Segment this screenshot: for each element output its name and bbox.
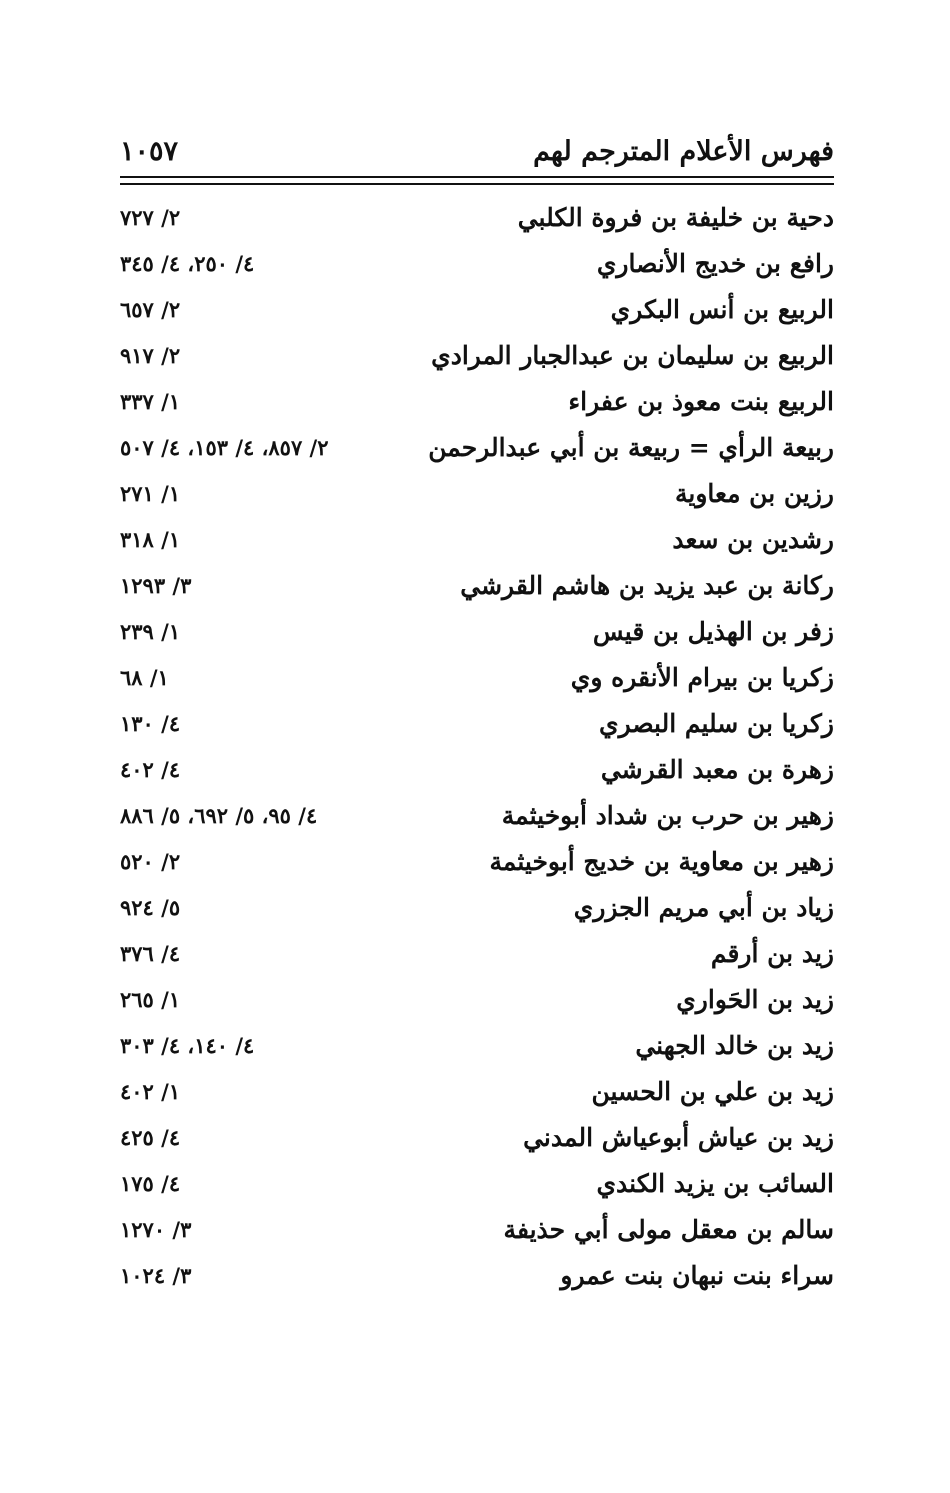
index-entry <box>120 747 834 793</box>
entry-reference: ١/ ٢٦٥ <box>120 987 181 1012</box>
entry-reference: ٥/ ٩٢٤ <box>120 895 181 920</box>
entry-name: الربيع بنت معوذ بن عفراء <box>568 387 834 416</box>
index-entry <box>120 1069 834 1115</box>
entry-name: رشدين بن سعد <box>672 525 834 554</box>
entry-name: رافع بن خديج الأنصاري <box>596 249 834 278</box>
entry-reference: ٤/ ٤٠٢ <box>120 757 181 782</box>
entry-reference: ٤/ ١٣٠ <box>120 711 181 736</box>
index-entry <box>120 793 834 839</box>
index-entry <box>120 1023 834 1069</box>
index-entry <box>120 471 834 517</box>
index-entry <box>120 1161 834 1207</box>
entry-reference: ١/ ٣١٨ <box>120 527 181 552</box>
entry-name: زيد بن الحَواري <box>676 985 834 1014</box>
index-entry <box>120 287 834 333</box>
index-entry <box>120 1115 834 1161</box>
entry-reference: ٢/ ٥٢٠ <box>120 849 181 874</box>
index-entry <box>120 1207 834 1253</box>
entry-name: سراء بنت نبهان بنت عمرو <box>560 1261 834 1290</box>
entry-reference: ١/ ٤٠٢ <box>120 1079 181 1104</box>
index-entry <box>120 425 834 471</box>
entry-name: زهير بن معاوية بن خديج أبوخيثمة <box>489 847 834 876</box>
entry-reference: ٤/ ١٤٠، ٤/ ٣٠٣ <box>120 1033 255 1058</box>
entry-name: رزين بن معاوية <box>674 479 834 508</box>
entry-name: ربيعة الرأي = ربيعة بن أبي عبدالرحمن <box>428 433 834 462</box>
entry-reference: ٣/ ١٠٢٤ <box>120 1263 192 1288</box>
entry-name: زيد بن عياش أبوعياش المدني <box>523 1123 834 1152</box>
entry-name: الربيع بن سليمان بن عبدالجبار المرادي <box>431 341 834 370</box>
entry-reference: ٣/ ١٢٧٠ <box>120 1217 192 1242</box>
header-rule-thick <box>120 176 834 178</box>
entry-name: زيد بن أرقم <box>710 939 834 968</box>
entry-reference: ٤/ ٤٢٥ <box>120 1125 181 1150</box>
entry-reference: ٣/ ١٢٩٣ <box>120 573 192 598</box>
entry-reference: ١/ ٦٨ <box>120 665 169 690</box>
page-number: ١٠٥٧ <box>120 136 179 167</box>
entry-reference: ١/ ٢٣٩ <box>120 619 181 644</box>
running-title: فهرس الأعلام المترجم لهم <box>533 136 834 167</box>
entry-reference: ١/ ٢٧١ <box>120 481 181 506</box>
index-entry <box>120 977 834 1023</box>
index-entry <box>120 609 834 655</box>
entry-reference: ١/ ٣٣٧ <box>120 389 181 414</box>
entry-reference: ٤/ ٢٥٠، ٤/ ٣٤٥ <box>120 251 255 276</box>
header-rule-thin <box>120 183 834 185</box>
index-entry <box>120 333 834 379</box>
entry-name: سالم بن معقل مولى أبي حذيفة <box>503 1215 834 1244</box>
index-entry <box>120 839 834 885</box>
entry-reference: ٢/ ٦٥٧ <box>120 297 181 322</box>
entry-name: دحية بن خليفة بن فروة الكلبي <box>517 203 834 232</box>
index-entry <box>120 195 834 241</box>
entry-name: ركانة بن عبد يزيد بن هاشم القرشي <box>460 571 834 600</box>
index-entry <box>120 701 834 747</box>
entry-name: السائب بن يزيد الكندي <box>596 1169 834 1198</box>
entry-name: زفر بن الهذيل بن قيس <box>592 617 834 646</box>
index-entry <box>120 379 834 425</box>
entry-reference: ٢/ ٩١٧ <box>120 343 181 368</box>
index-entry <box>120 517 834 563</box>
entry-name: زياد بن أبي مريم الجزري <box>573 893 834 922</box>
index-entry <box>120 1253 834 1299</box>
entry-name: زكريا بن بيرام الأنقره وي <box>570 663 834 692</box>
entry-name: الربيع بن أنس البكري <box>610 295 834 324</box>
index-entry <box>120 655 834 701</box>
entry-reference: ٢/ ٨٥٧، ٤/ ١٥٣، ٤/ ٥٠٧ <box>120 435 329 460</box>
entry-reference: ٢/ ٧٢٧ <box>120 205 181 230</box>
page-header <box>120 132 834 172</box>
index-entry <box>120 241 834 287</box>
entry-reference: ٤/ ٩٥، ٥/ ٦٩٢، ٥/ ٨٨٦ <box>120 803 318 828</box>
entry-reference: ٤/ ٣٧٦ <box>120 941 181 966</box>
index-entry <box>120 931 834 977</box>
index-entry <box>120 885 834 931</box>
entry-name: زكريا بن سليم البصري <box>599 709 834 738</box>
entry-reference: ٤/ ١٧٥ <box>120 1171 181 1196</box>
entry-name: زيد بن خالد الجهني <box>635 1031 834 1060</box>
index-entry <box>120 563 834 609</box>
entry-name: زيد بن علي بن الحسين <box>591 1077 834 1106</box>
index-entries <box>120 195 834 1299</box>
entry-name: زهير بن حرب بن شداد أبوخيثمة <box>501 801 834 830</box>
entry-name: زهرة بن معبد القرشي <box>600 755 834 784</box>
